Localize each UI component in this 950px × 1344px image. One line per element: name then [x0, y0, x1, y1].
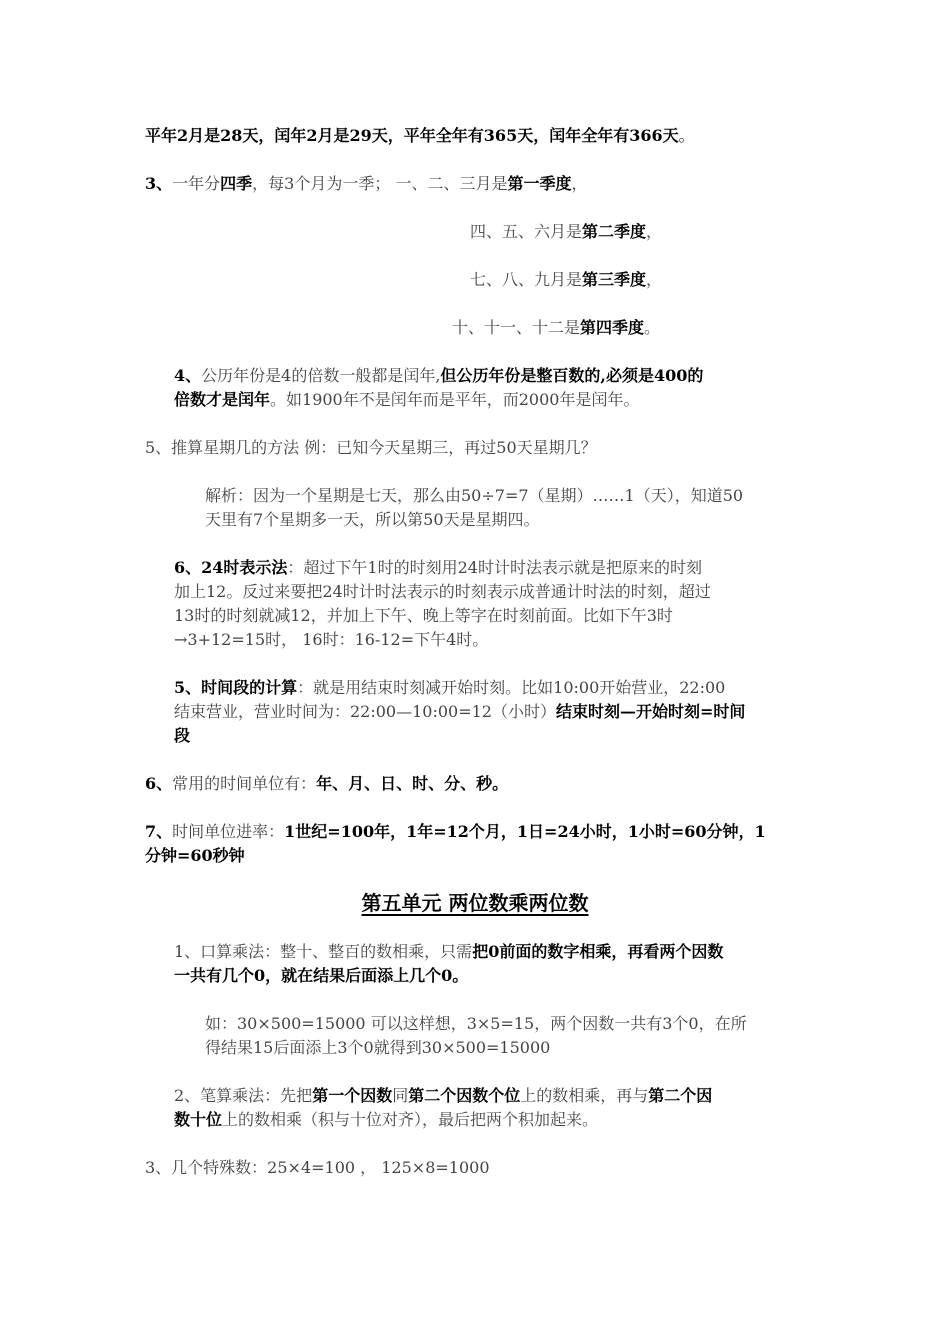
- season-q4: 十、十一、十二是第四季度。: [452, 318, 661, 337]
- season-q2: 四、五、六月是第二季度，: [470, 222, 663, 241]
- paragraph-oral-multiplication-2: 一共有几个0，就在结果后面添上几个0。: [174, 966, 469, 985]
- paragraph-leap-year-1: 4、公历年份是4的倍数一般都是闰年,但公历年份是整百数的,必须是400的: [174, 366, 704, 385]
- example-oral-2: 得结果15后面添上3个0就得到30×500=15000: [205, 1038, 551, 1057]
- paragraph-24h-4: →3+12=15时， 16时：16-12=下午4时。: [174, 630, 489, 649]
- paragraph-special-numbers: 3、几个特殊数：25×4=100 ， 125×8=1000: [145, 1158, 490, 1177]
- paragraph-days-in-year: 平年2月是28天，闰年2月是29天，平年全年有365天，闰年全年有366天。: [145, 126, 695, 145]
- example-oral-1: 如：30×500=15000 可以这样想，3×5=15，两个因数一共有3个0，在所: [205, 1014, 747, 1033]
- paragraph-seasons: 3、一年分四季，每3个月为一季； 一、二、三月是第一季度，: [145, 174, 588, 193]
- section-title: 第五单元 两位数乘两位数: [361, 891, 589, 915]
- paragraph-leap-year-2: 倍数才是闰年。如1900年不是闰年而是平年，而2000年是闰年。: [174, 390, 640, 409]
- paragraph-weekday-method: 5、推算星期几的方法 例：已知今天星期三，再过50天星期几？: [145, 438, 597, 457]
- paragraph-24h-2: 加上12。反过来要把24时计时法表示的时刻表示成普通计时法的时刻，超过: [174, 582, 711, 601]
- paragraph-24h-3: 13时的时刻就减12，并加上下午、晚上等字在时刻前面。比如下午3时: [174, 606, 673, 625]
- paragraph-duration-3: 段: [174, 726, 191, 745]
- paragraph-unit-rates-2: 分钟=60秒钟: [145, 846, 245, 865]
- paragraph-24h-1: 6、24时表示法：超过下午1时的时刻用24时计时法表示就是把原来的时刻: [174, 558, 702, 577]
- paragraph-oral-multiplication-1: 1、口算乘法：整十、整百的数相乘，只需把0前面的数字相乘，再看两个因数: [174, 942, 724, 961]
- example-weekday-2: 天里有7个星期多一天，所以第50天是星期四。: [205, 510, 540, 529]
- paragraph-duration-2: 结束营业，营业时间为：22:00—10:00=12（小时）结束时刻—开始时刻=时间: [174, 702, 746, 721]
- example-weekday-1: 解析：因为一个星期是七天，那么由50÷7=7（星期）……1（天），知道50: [205, 486, 744, 505]
- paragraph-written-multiplication-2: 数十位上的数相乘（积与十位对齐），最后把两个积加起来。: [174, 1110, 599, 1129]
- paragraph-written-multiplication-1: 2、笔算乘法：先把第一个因数同第二个因数个位上的数相乘，再与第二个因: [174, 1086, 713, 1105]
- paragraph-time-units: 6、常用的时间单位有：年、月、日、时、分、秒。: [145, 774, 509, 793]
- paragraph-duration-1: 5、时间段的计算：就是用结束时刻减开始时刻。比如10:00开始营业，22:00: [174, 678, 726, 697]
- season-q3: 七、八、九月是第三季度，: [470, 270, 663, 289]
- paragraph-unit-rates-1: 7、时间单位进率：1世纪=100年，1年=12个月，1日=24小时，1小时=60分钟，1: [145, 822, 766, 841]
